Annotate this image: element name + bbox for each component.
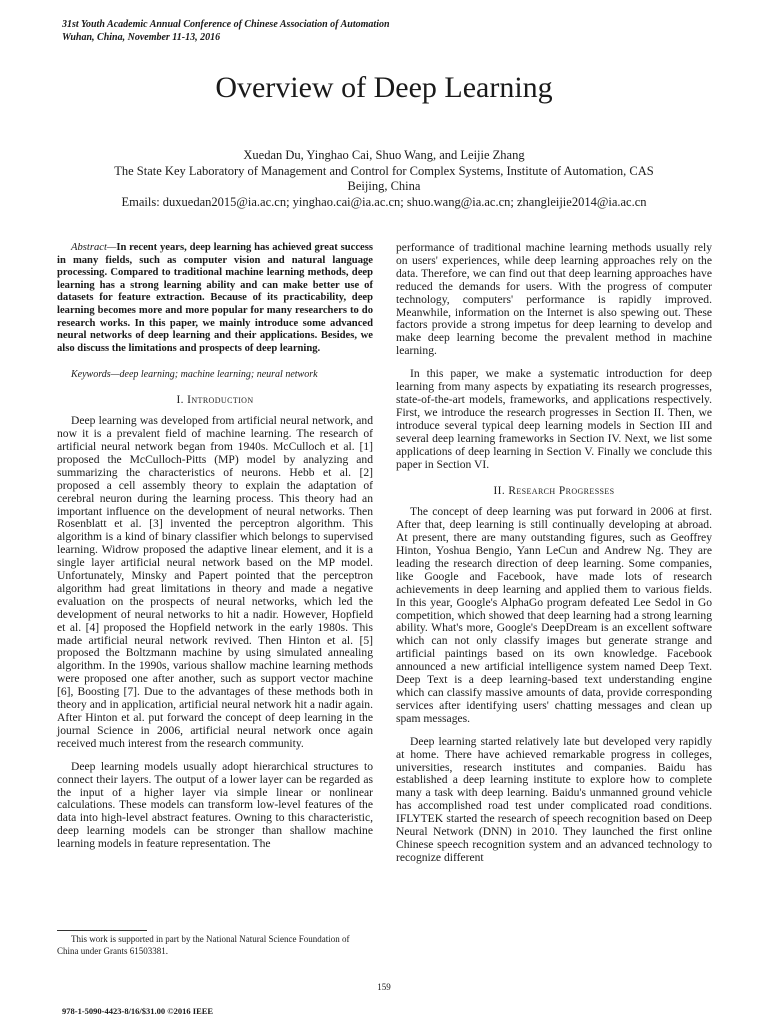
- page-number: 159: [377, 982, 391, 992]
- footnote: This work is supported in part by the National Natural Science Foundation of China under Grants 61503381.: [57, 934, 350, 956]
- keywords: Keywords—deep learning; machine learning; neural network: [71, 369, 318, 381]
- intro-paragraph-4: In this paper, we make a systematic introduction for deep learning from many aspects by expatiating its research progresses, state-of-the-art models, frameworks, and applications respectively. First, we introduce the research progresses in Section II. Then, we introduce several typical deep learning models in Section III and several deep learning frameworks in Section IV. Next, we list some applications of deep learning in Section V. Finally we conclude this paper in Section VI.: [396, 367, 712, 471]
- author-affiliation: The State Key Laboratory of Management and Control for Complex Systems, Institute of Automation, CAS: [114, 163, 654, 178]
- research-paragraph-2: Deep learning started relatively late but developed very rapidly at home. There have achieved remarkable progress in colleges, universities, research institutes and companies. Baidu has established a deep learning institute to explore how to complete many a task with deep learning. Baidu's unmanned ground vehicle has accomplished road test under complicated road conditions. IFLYTEK started the research of speech recognition based on Deep Neural Network (DNN) in 2010. They launched the first online Chinese speech recognition system and an advanced technology to recognize different: [396, 734, 712, 864]
- conference-header: [62, 18, 390, 44]
- author-emails: Emails: duxuedan2015@ia.ac.cn; yinghao.cai@ia.ac.cn; shuo.wang@ia.ac.cn; zhangleijie2014@ia.ac.cn: [121, 194, 647, 209]
- paper-title: Overview of Deep Learning: [215, 71, 553, 104]
- section-heading-research-progresses: II. Research Progresses: [493, 485, 615, 498]
- abstract-lead: Abstract—: [71, 242, 117, 253]
- left-column: [57, 242, 373, 861]
- intro-paragraph-2: Deep learning models usually adopt hierarchical structures to connect their layers. The output of a lower layer can be regarded as the input of a higher layer via simple linear or nonlinear calculations. These models can transform low-level features of the data into high-level abstract features. Owning to this characteristic, deep learning models can be stronger than shallow machine learning models in feature representation. The: [57, 759, 373, 851]
- abstract-text: In recent years, deep learning has achieved great success in many fields, such as computer vision and natural language processing. Compared to traditional machine learning methods, deep learning has a strong learning ability and can make better use of datasets for feature extraction. Because of its practicability, deep learning becomes more and more popular for many researchers to do research works. In this paper, we mainly introduce some advanced neural networks of deep learning and their applications. Besides, we also discuss the limitations and prospects of deep learning.: [57, 242, 373, 354]
- author-city: Beijing, China: [347, 179, 421, 193]
- intro-paragraph-3: performance of traditional machine learning methods usually rely on users' experiences, while deep learning approaches rely on the data. Therefore, we can find out that deep learning approaches have reduced the demands for users. With the progress of computer technology, computers' performance is rapidly improved. Meanwhile, information on the Internet is also spewing out. These factors provide a strong impetus for deep learning to develop and make deep learning become the prevalent method in machine learning.: [396, 241, 712, 358]
- right-column: [396, 242, 712, 875]
- author-names: Xuedan Du, Yinghao Cai, Shuo Wang, and Leijie Zhang: [243, 148, 525, 162]
- conference-location: Wuhan, China, November 11-13, 2016: [62, 32, 221, 43]
- abstract: [57, 242, 373, 355]
- research-paragraph-1: The concept of deep learning was put forward in 2006 at first. After that, deep learning is still continually developing at abroad. At present, there are many outstanding figures, such as Geoffrey Hinton, Yoshua Bengio, Yann LeCun and Andrew Ng. They are leading the research direction of deep learning. Some companies, like Google and Facebook, have made lots of research achievements in deep learning and applied them to various fields. In this year, Google's AlphaGo program defeated Lee Sedol in Go competition, which showed that deep learning had a strong learning ability. What's more, Google's DeepDream is an excellent software which can not only classify images but generate strange and artificial paintings based on its own knowledge. Facebook announced a new artificial intelligence system named Deep Text. Deep Text is a deep learning-based text understanding engine which can classify massive amounts of data, provide corresponding services after identifying users' chatting messages and clean up spam messages.: [396, 505, 712, 725]
- footnote-divider: [57, 930, 147, 931]
- section-heading-introduction: I. Introduction: [176, 394, 254, 407]
- author-block: [0, 148, 768, 210]
- copyright-line: 978-1-5090-4423-8/16/$31.00 ©2016 IEEE: [62, 1006, 214, 1016]
- conference-name: 31st Youth Academic Annual Conference of Chinese Association of Automation: [62, 19, 390, 30]
- intro-paragraph-1: Deep learning was developed from artificial neural network, and now it is a prevalent field of machine learning. The research of artificial neural network began from 1940s. McCulloch et al. [1] proposed the McCulloch-Pitts (MP) model by analyzing and summarizing the characteristics of neurons. Hebb et al. [2] proposed a cell assembly theory to explain the adaptation of cerebral neuron during the learning process. This theory had an important influence on the development of neural networks. Then Rosenblatt et al. [3] invented the perceptron algorithm. This algorithm is a kind of binary classifier which belongs to supervised learning. Widrow proposed the adaptive linear element, and it is a single layer artificial neural network based on the MP model. Unfortunately, Minsky and Papert pointed that the perceptron algorithm had great limitations in theory and made a negative evaluation on the prospects of neural networks, which led the development of neural networks to hit a nadir. However, Hopfield et al. [4] proposed the Hopfield network in the early 1980s. This made artificial neural network revived. Then Hinton et al. [5] proposed the Boltzmann machine by using simulated annealing algorithm. In the 1990s, various shallow machine learning methods were proposed one after another, such as support vector machine [6], Boosting [7]. Due to the advantages of these methods both in theory and in application, artificial neural network hit a nadir again. After Hinton et al. put forward the concept of deep learning in the journal Science in 2006, artificial neural network once again received much interest from the research community.: [57, 414, 373, 750]
